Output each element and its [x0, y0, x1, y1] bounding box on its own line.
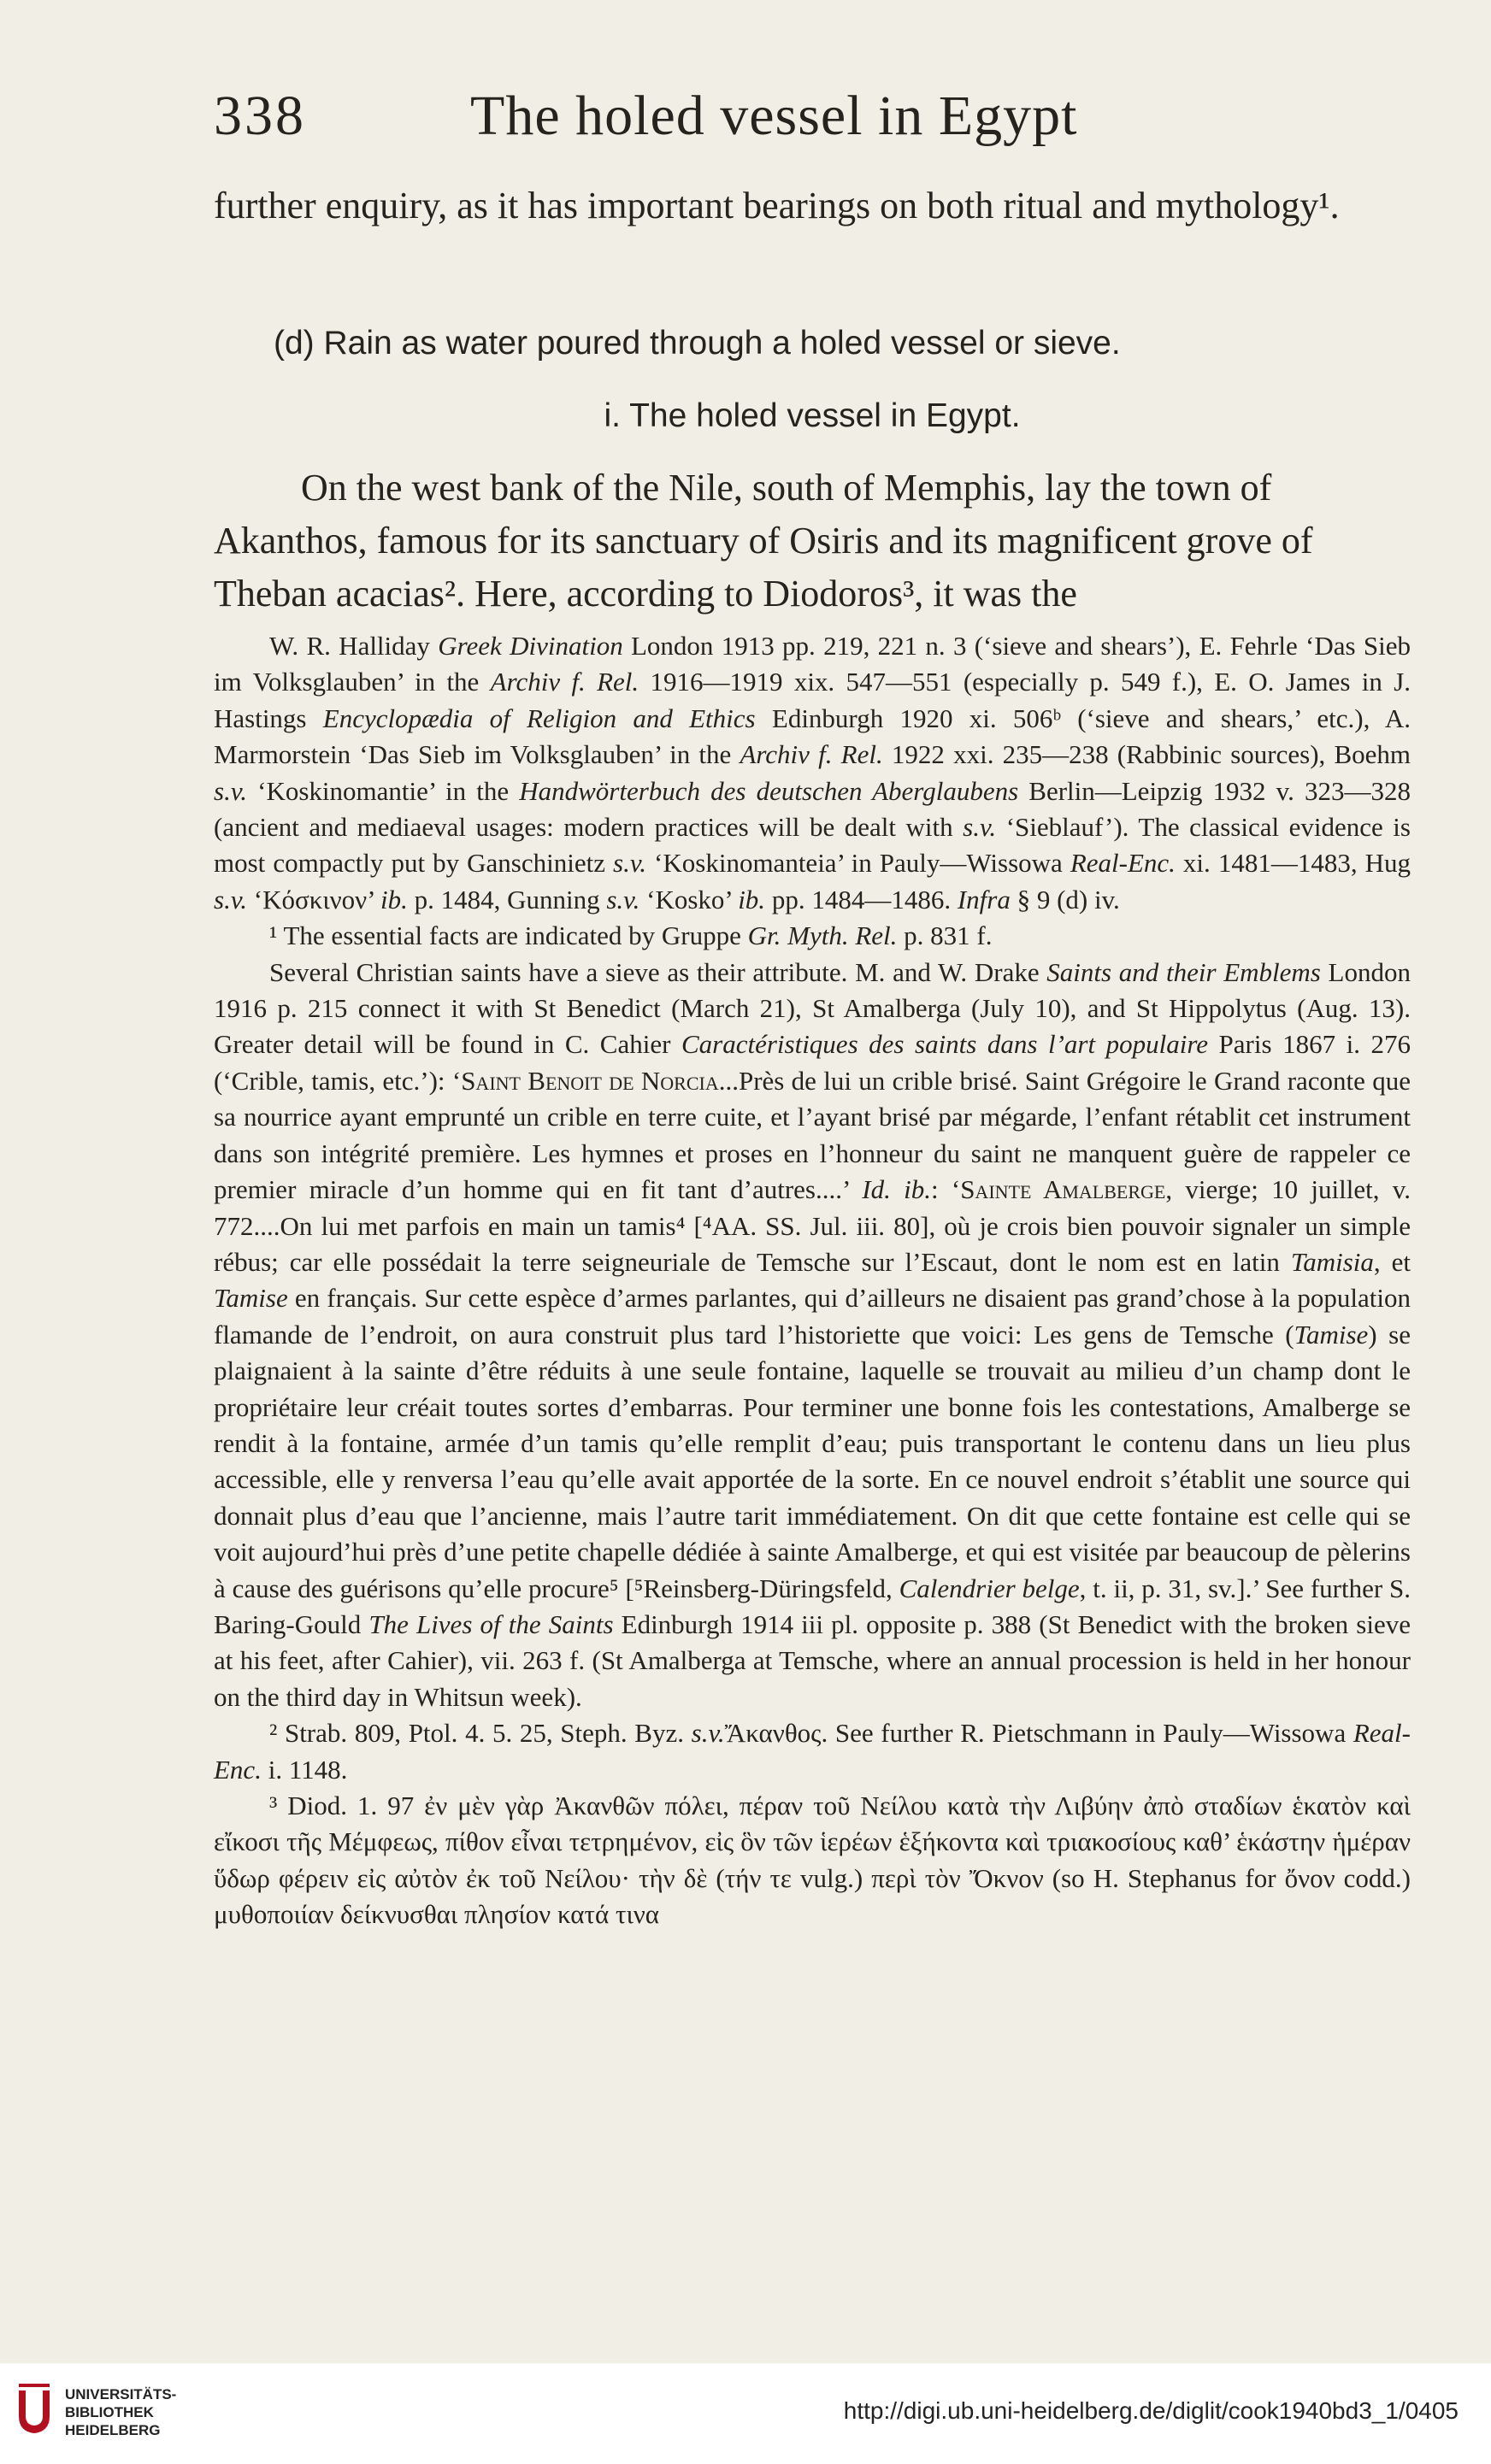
- running-title: The holed vessel in Egypt: [470, 85, 1078, 147]
- footnote-bibliography: W. R. Halliday Greek Divination London 1913 pp. 219, 221 n. 3 (‘sieve and shears’), E. Fehrle ‘Das Sieb im Volksglauben’ in the Archiv f. Rel. 1916—1919 xix. 547—551 (especially p. 549 f.), E. O. James in J. Hastings Encyclopædia of Religion and Ethics Edinburgh 1920 xi. 506ᵇ (‘sieve and shears,’ etc.), A. Marmorstein ‘Das Sieb im Volksglauben’ in the Archiv f. Rel. 1922 xxi. 235—238 (Rabbinic sources), Boehm s.v. ‘Koskinomantie’ in the Handwörterbuch des deutschen Aberglaubens Berlin—Leipzig 1932 v. 323—328 (ancient and mediaeval usages: modern practices will be dealt with s.v. ‘Sieblauf’). The classical evidence is most compactly put by Ganschinietz s.v. ‘Koskinomanteia’ in Pauly—Wissowa Real-Enc. xi. 1481—1483, Hug s.v. ‘Κόσκινον’ ib. p. 1484, Gunning s.v. ‘Kosko’ ib. pp. 1484—1486. Infra § 9 (d) iv.: [214, 631, 1411, 914]
- source-url-link[interactable]: http://digi.ub.uni-heidelberg.de/diglit/cook1940bd3_1/0405: [843, 2397, 1459, 2424]
- footnote-3: ³ Diod. 1. 97 ἐν μὲν γὰρ Ἀκανθῶν πόλει, πέραν τοῦ Νείλου κατὰ τὴν Λιβύην ἀπὸ σταδίων ἑκατὸν καὶ εἴκοσι τῆς Μέμφεως, πίθον εἶναι τετρημένον, εἰς ὃν τῶν ἱερέων ἑξήκοντα καὶ τριακοσίους καθ’ ἑκάστην ἡμέραν ὕδωρ φέρειν εἰς αὐτὸν ἐκ τοῦ Νείλου· τὴν δὲ (τήν τε vulg.) περὶ τὸν Ὄκνον (so H. Stephanus for ὄνον codd.) μυθοποιίαν δείκνυσθαι πλησίον κατά τινα: [214, 1791, 1411, 1930]
- footnotes: [214, 628, 1411, 1933]
- main-paragraph: On the west bank of the Nile, south of Memphis, lay the town of Akanthos, famous for its sanctuary of Osiris and its magnificent grove of Theban acacias². Here, according to Diodoros³, it was the: [214, 467, 1313, 615]
- library-logo-icon: [14, 2382, 55, 2442]
- library-name-line-2: BIBLIOTHEK: [65, 2404, 154, 2420]
- page-number: 338: [214, 85, 306, 147]
- running-header: [214, 84, 1411, 152]
- library-name: [65, 2385, 176, 2439]
- footnote-1: ¹ The essential facts are indicated by Gruppe Gr. Myth. Rel. p. 831 f.: [269, 920, 993, 951]
- footnote-1-continued: Several Christian saints have a sieve as their attribute. M. and W. Drake Saints and their Emblems London 1916 p. 215 connect it with St Benedict (March 21), St Amalberga (July 10), and St Hippolytus (Aug. 13). Greater detail will be found in C. Cahier Caractéristiques des saints dans l’art populaire Paris 1867 i. 276 (‘Crible, tamis, etc.’): ‘Saint Benoit de Norcia...Près de lui un crible brisé. Saint Grégoire le Grand raconte que sa nourrice ayant emprunté un crible en terre cuite, et l’ayant brisé par mégarde, l’enfant rétablit cet instrument dans son intégrité première. Les hymnes et proses en l’honneur du saint ne manquent guère de rappeler ce premier miracle d’un homme qui en fit tant d’autres....’ Id. ib.: ‘Sainte Amalberge, vierge; 10 juillet, v. 772....On lui met parfois en main un tamis⁴ [⁴AA. SS. Jul. iii. 80], où je crois bien pouvoir signaler un simple rébus; car elle possédait la terre seigneuriale de Temsche sur l’Escaut, dont le nom est en latin Tamisia, et Tamise en français. Sur cette espèce d’armes parlantes, qui d’ailleurs ne disaient pas grand’chose à la population flamande de l’endroit, on aura construit plus tard l’historiette que voici: Les gens de Temsche (Tamise) se plaignaient à la sainte d’être réduits à une seule fontaine, laquelle se trouvait au milieu d’un champ dont le propriétaire leur créait toutes sortes d’embarras. Pour terminer une bonne fois les contestations, Amalberge se rendit à la fontaine, armée d’un tamis qu’elle remplit d’eau; puis transportant le contenu dans un lieu plus accessible, elle y renversa l’eau qu’elle avait apportée de la sorte. En ce nouvel endroit s’établit une source qui donnait plus d’eau que l’ancienne, mais l’autre tarit immédiatement. On dit que cette fontaine est celle qui se voit aujourd’hui près d’une petite chapelle dédiée à sainte Amalberge, et qui est visitée par beaucoup de pèlerins à cause des guérisons qu’elle procure⁵ [⁵Reinsberg-Düringsfeld, Calendrier belge, t. ii, p. 31, sv.].’ See further S. Baring-Gould The Lives of the Saints Edinburgh 1914 iii pl. opposite p. 388 (St Benedict with the broken sieve at his feet, after Cahier), vii. 263 f. (St Amalberga at Temsche, where an annual procession is held in her honour on the third day in Whitsun week).: [214, 956, 1411, 1712]
- library-name-line-1: UNIVERSITÄTS-: [65, 2386, 177, 2402]
- footnote-2: ² Strab. 809, Ptol. 4. 5. 25, Steph. Byz. s.v.Ἄκανθος. See further R. Pietschmann in Pauly—Wissowa Real-Enc. i. 1148.: [214, 1718, 1411, 1785]
- intro-paragraph: further enquiry, as it has important bearings on both ritual and mythology¹.: [214, 185, 1340, 226]
- footer-bar: [0, 2363, 1491, 2464]
- section-heading-d: (d) Rain as water poured through a holed vessel or sieve.: [274, 325, 1121, 362]
- subsection-heading: i. The holed vessel in Egypt.: [604, 397, 1021, 434]
- library-name-line-3: HEIDELBERG: [65, 2422, 161, 2438]
